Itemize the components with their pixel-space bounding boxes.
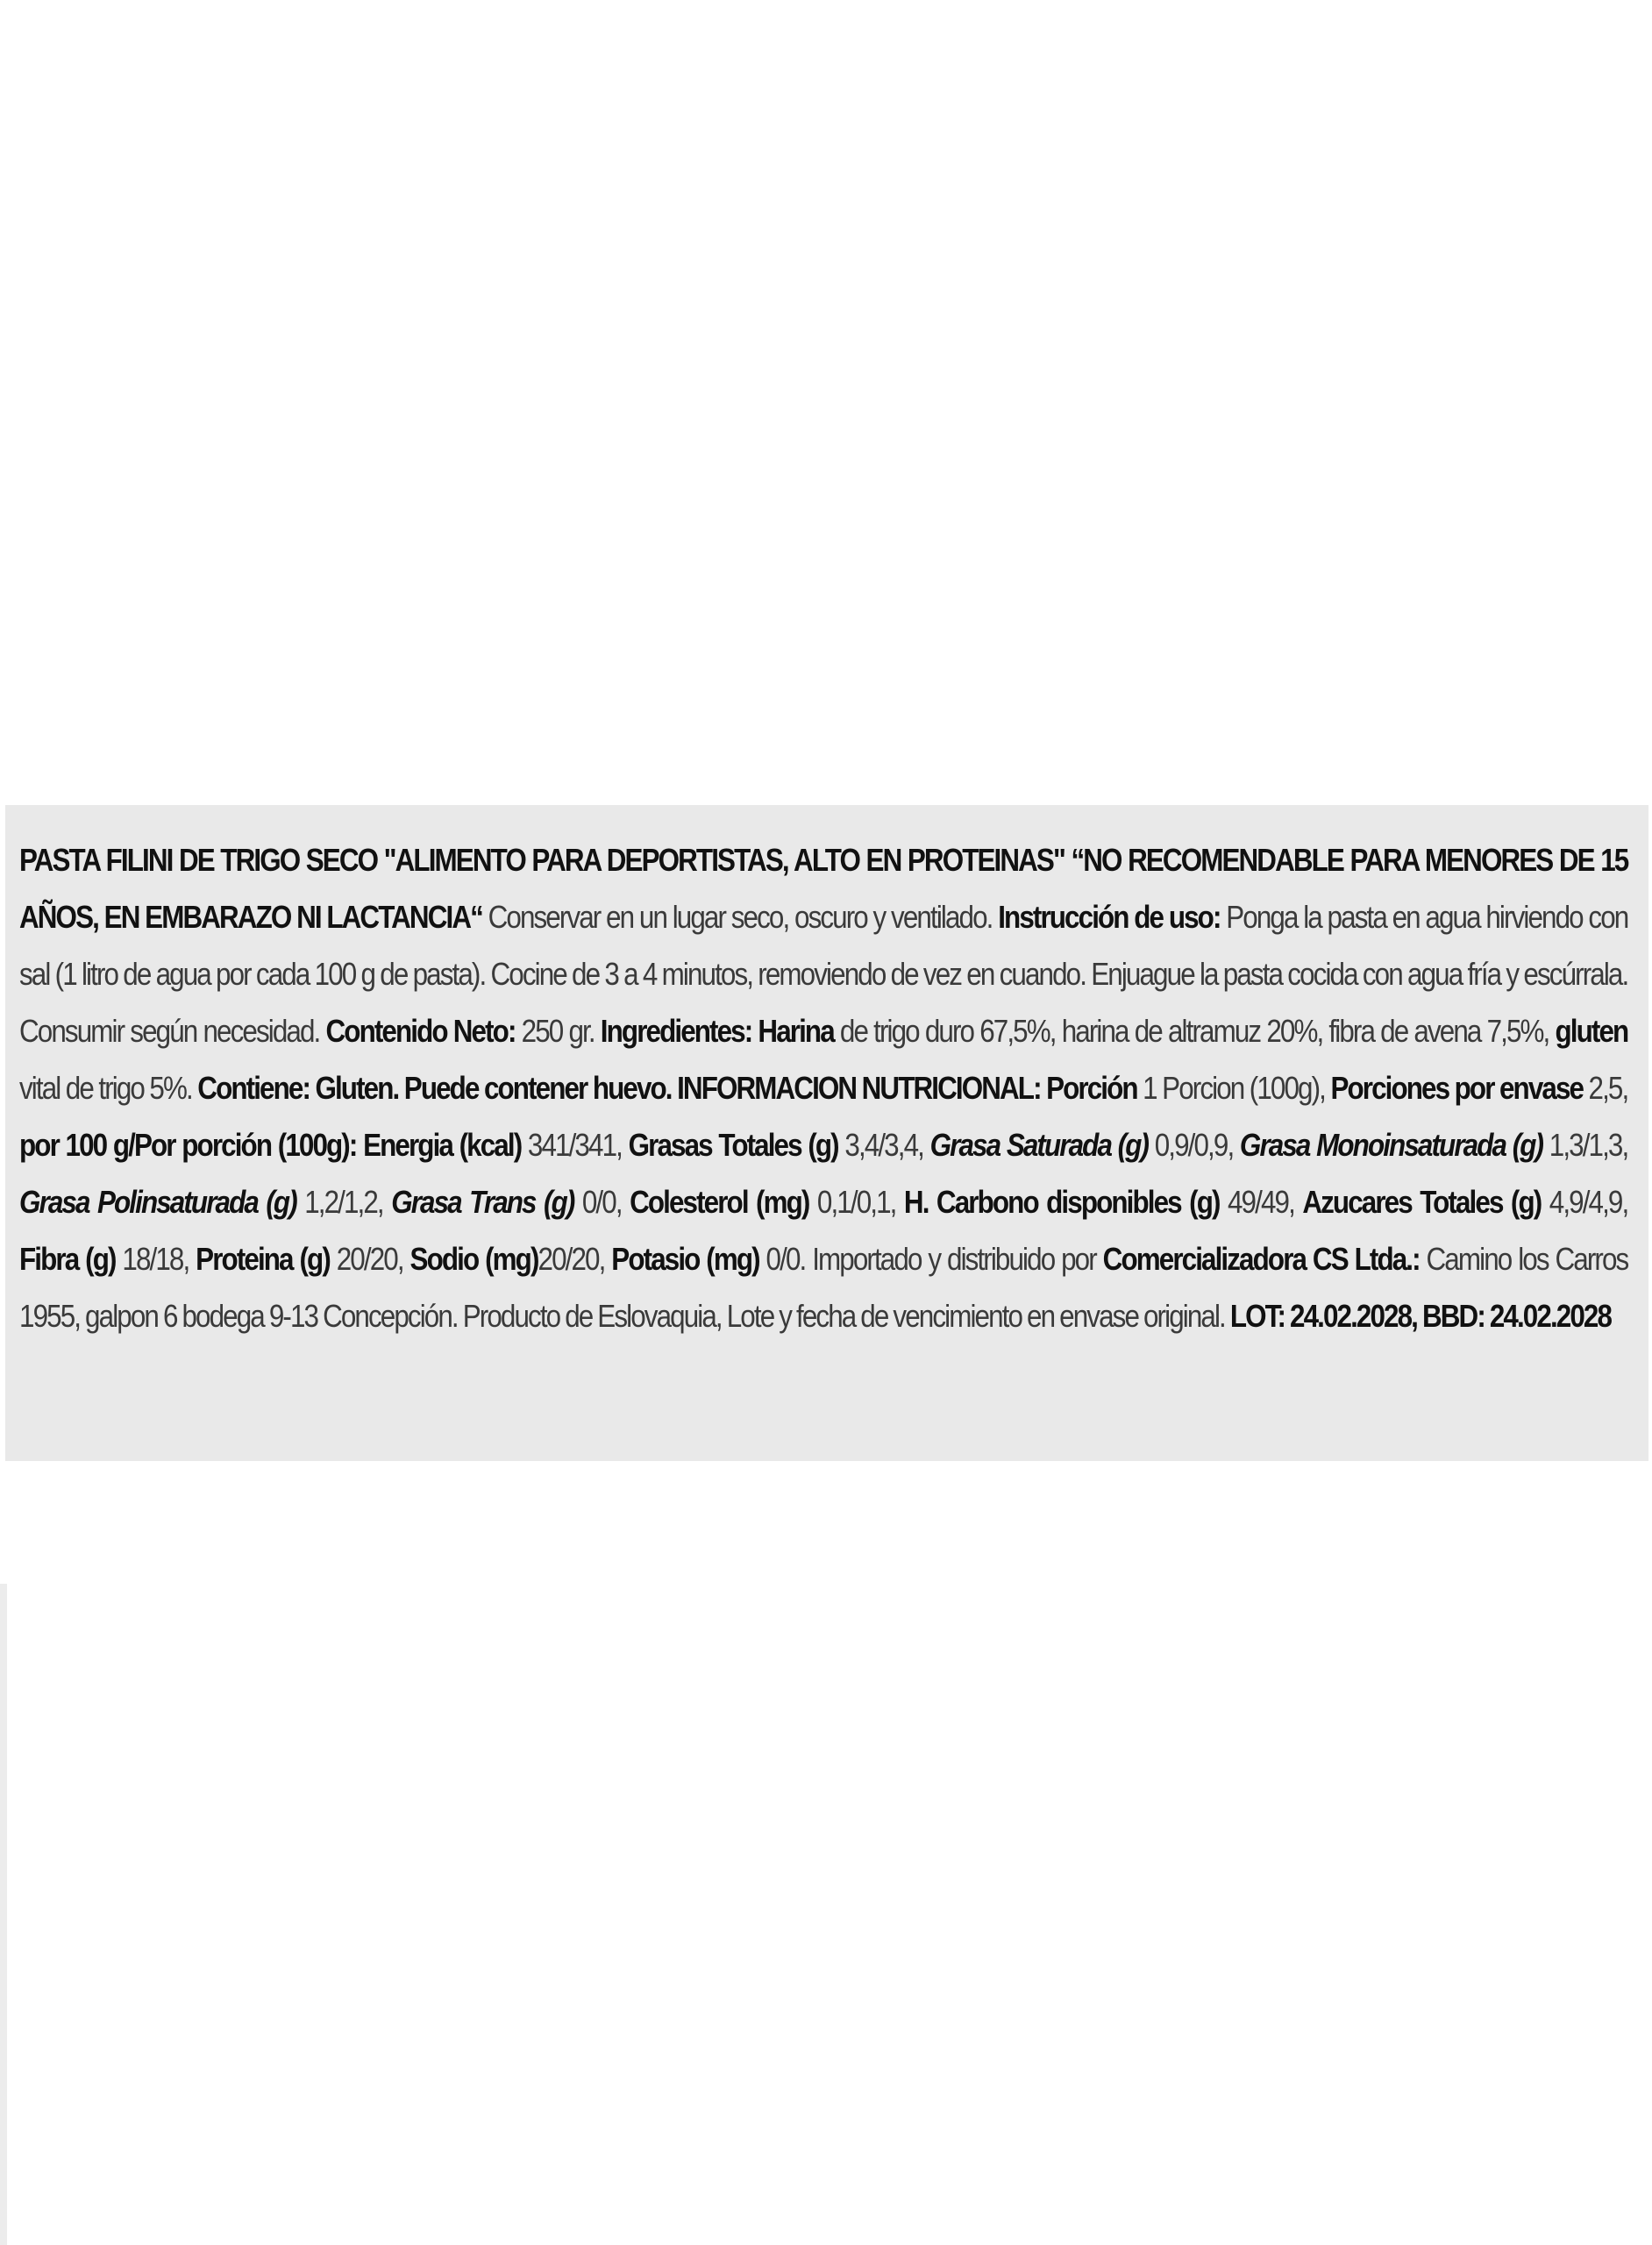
- label-segment: Colesterol (mg): [630, 1184, 817, 1220]
- label-segment: LOT: 24.02.2028, BBD: 24.02.2028: [1229, 1298, 1612, 1334]
- page-edge-shadow: [0, 1584, 7, 2245]
- label-segment: Azucares Totales (g): [1302, 1184, 1549, 1220]
- label-segment: Potasio (mg): [611, 1241, 766, 1277]
- product-label-panel: [5, 805, 1648, 1461]
- label-segment: Ponga la pasta en agua hirviendo con sal (1 litro de agua por cada 100 g de pasta). Cocine de 3 a 4 minutos, removiendo de vez en cuando. Enjuague la pasta cocida con agua fría y escúrrala. Consumir según necesidad.: [19, 899, 1628, 1049]
- label-segment: Grasa Saturada (g): [929, 1127, 1155, 1163]
- label-segment: Instrucción de uso:: [998, 899, 1227, 935]
- label-segment: Grasas Totales (g): [628, 1127, 845, 1163]
- label-segment: Grasa Polinsaturada (g): [19, 1184, 305, 1220]
- label-segment: Contenido Neto:: [325, 1013, 522, 1049]
- label-segment: 20/20,: [336, 1241, 410, 1277]
- label-segment: Fibra (g): [19, 1241, 123, 1277]
- label-segment: Contiene: Gluten. Puede contener huevo. INFORMACION NUTRICIONAL: Porción: [197, 1070, 1143, 1106]
- label-segment: Porciones por envase: [1330, 1070, 1589, 1106]
- label-segment: 18/18,: [122, 1241, 196, 1277]
- label-segment: 49/49,: [1227, 1184, 1303, 1220]
- label-segment: 4,9/4,9,: [1549, 1184, 1628, 1220]
- label-segment: H. Carbono disponibles (g): [903, 1184, 1228, 1220]
- label-segment: 1,2/1,2,: [304, 1184, 392, 1220]
- label-segment: Comercializadora CS Ltda.:: [1102, 1241, 1427, 1277]
- label-segment: 0,9/0,9,: [1154, 1127, 1240, 1163]
- label-segment: Sodio (mg): [409, 1241, 538, 1277]
- label-segment: de trigo duro 67,5%, harina de altramuz 20%, fibra de avena 7,5%,: [839, 1013, 1556, 1049]
- label-segment: Ingredientes: Harina: [600, 1013, 840, 1049]
- label-segment: Proteina (g): [196, 1241, 337, 1277]
- label-segment: 0,1/0,1,: [816, 1184, 904, 1220]
- label-segment: 20/20,: [538, 1241, 612, 1277]
- label-segment: vital de trigo 5%.: [19, 1070, 198, 1106]
- label-segment: 0/0. Importado y distribuido por: [765, 1241, 1103, 1277]
- label-segment: 0/0,: [581, 1184, 630, 1220]
- label-segment: PASTA FILINI DE TRIGO SECO "ALIMENTO PARA DEPORTISTAS, ALTO EN PROTEINAS" “NO RECOMENDABLE PARA MENORES DE 15 AÑOS, EN EMBARAZO NI LACTANCIA“: [19, 842, 1628, 935]
- label-segment: 3,4/3,4,: [844, 1127, 930, 1163]
- label-segment: por 100 g/Por porción (100g): Energia (kcal): [19, 1127, 528, 1163]
- product-label-text: [19, 831, 1627, 1344]
- label-segment: Grasa Trans (g): [391, 1184, 582, 1220]
- label-segment: 250 gr.: [521, 1013, 601, 1049]
- label-segment: Conservar en un lugar seco, oscuro y ventilado.: [488, 899, 999, 935]
- label-segment: Grasa Monoinsaturada (g): [1239, 1127, 1549, 1163]
- label-segment: 341/341,: [527, 1127, 629, 1163]
- label-segment: gluten: [1555, 1013, 1628, 1049]
- label-segment: 1,3/1,3,: [1549, 1127, 1628, 1163]
- label-segment: 1 Porcion (100g),: [1143, 1070, 1331, 1106]
- label-segment: 2,5,: [1588, 1070, 1628, 1106]
- label-segment: Camino los Carros 1955, galpon 6 bodega 9-13 Concepción. Producto de Eslovaquia, Lote y fecha de vencimiento en envase original.: [19, 1241, 1628, 1334]
